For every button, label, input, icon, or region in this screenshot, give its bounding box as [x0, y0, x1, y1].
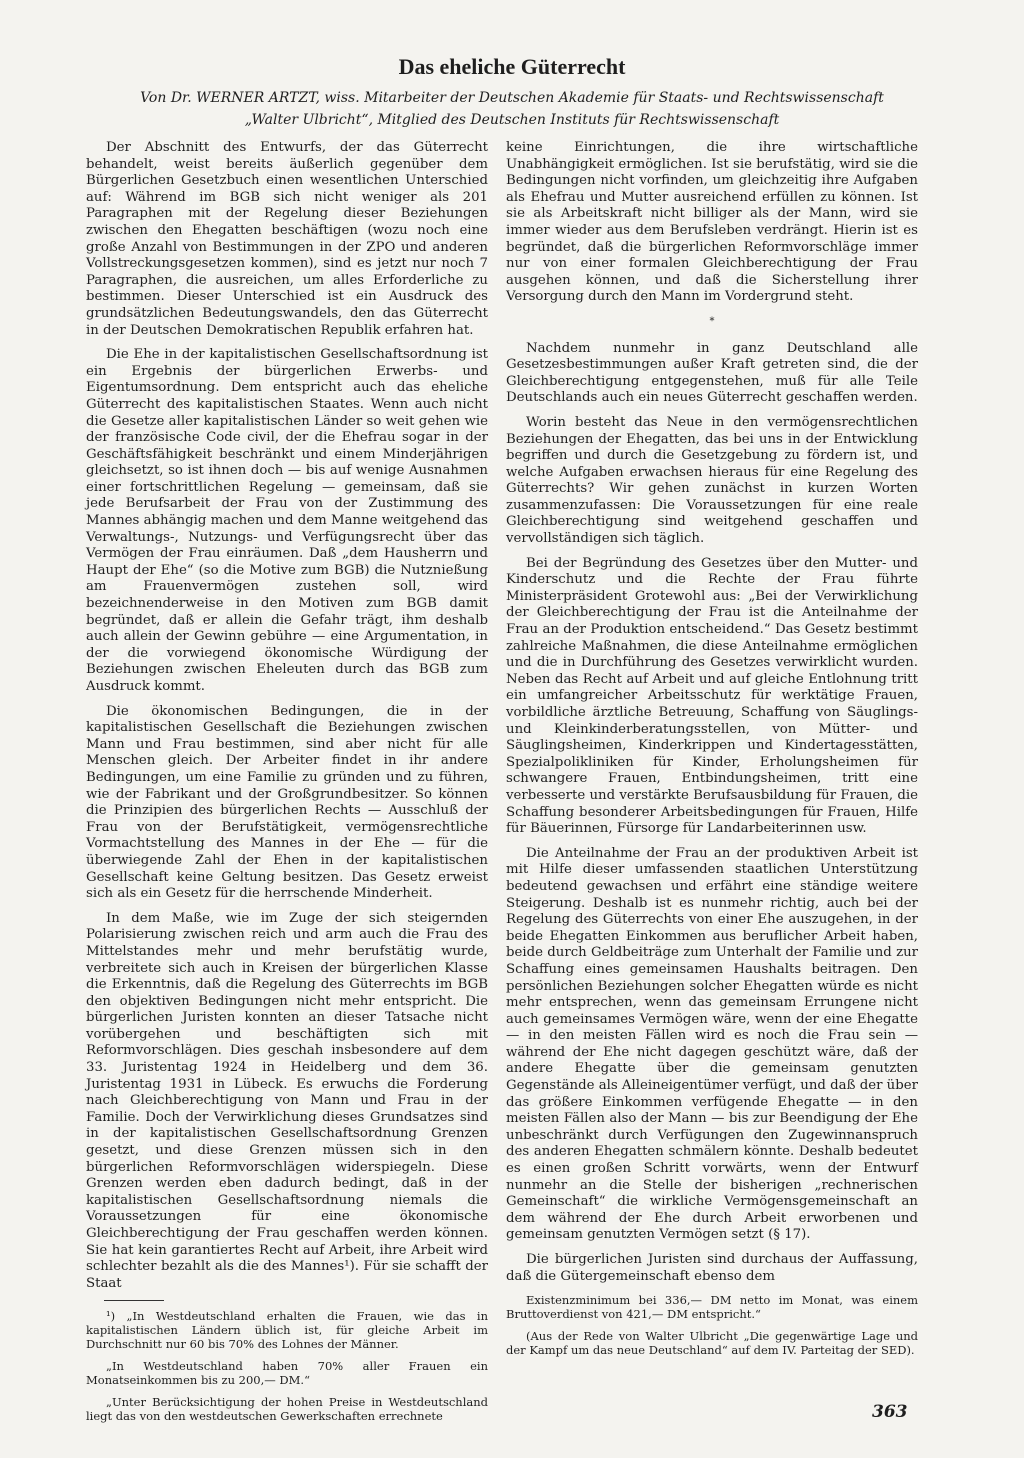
right-column — [506, 140, 918, 1370]
footnote-source: (Aus der Rede von Walter Ulbricht „Die gegenwärtige Lage und der Kampf um das neue Deutschland“ auf dem IV. Parteitag der SED). — [506, 1329, 918, 1358]
body-paragraph: In dem Maße, wie im Zuge der sich steigernden Polarisierung zwischen reich und arm auch die Frau des Mittelstandes mehr und mehr berufstätig wurde, verbreitete sich auch in Kreisen der bürgerlichen Klasse die Erkenntnis, daß die Regelung des Güterrechts im BGB den objektiven Bedingungen nicht mehr entspricht. Die bürgerlichen Juristen konnten an dieser Tatsache nicht vorübergehen und beschäftigten sich mit Reformvorschlägen. Dies geschah insbesondere auf dem 33. Juristentag 1924 in Heidelberg und dem 36. Juristentag 1931 in Lübeck. Es erwuchs die Forderung nach Gleichberechtigung von Mann und Frau in der Familie. Doch der Verwirklichung dieses Grundsatzes sind in der kapitalistischen Gesellschaftsordnung Grenzen gesetzt, und diese Grenzen müssen sich in den bürgerlichen Reformvorschlägen widerspiegeln. Diese Grenzen werden eben dadurch bedingt, daß in der kapitalistischen Gesellschaftsordnung niemals die Voraussetzungen für eine ökonomische Gleichberechtigung der Frau geschaffen werden können. Sie hat kein garantiertes Recht auf Arbeit, ihre Arbeit wird schlechter bezahlt als die des Mannes¹). Für sie schafft der Staat — [86, 910, 488, 1291]
article-title: Das eheliche Güterrecht — [398, 54, 626, 79]
body-paragraph: Die Anteilnahme der Frau an der produktiven Arbeit ist mit Hilfe dieser umfassenden staatlichen Unterstützung bedeutend gewachsen und erfährt eine ständige weitere Steigerung. Deshalb ist es nunmehr richtig, auch bei der Regelung des Güterrechts von einer Ehe auszugehen, in der beide Ehegatten Einkommen aus beruflicher Arbeit haben, beide durch Geldbeiträge zum Unterhalt der Familie und zur Schaffung eines gemeinsamen Haushalts beitragen. Den persönlichen Beziehungen solcher Ehegatten würde es nicht mehr entsprechen, wenn das gemeinsam Errungene nicht auch gemeinsames Vermögen wäre, wenn der eine Ehegatte — in den meisten Fällen wird es noch die Frau sein — während der Ehe nicht dagegen geschützt wäre, daß der andere Ehegatte über die gemeinsam genutzten Gegenstände als Alleineigentümer verfügt, und daß der über das größere Einkommen verfügende Ehegatte — in den meisten Fällen also der Mann — bis zur Beendigung der Ehe unbeschränkt durch Verfügungen den Zugewinnanspruch des anderen Ehegatten schmälern könnte. Deshalb bedeutet es einen großen Schritt vorwärts, wenn der Entwurf nunmehr an die Stelle der bisherigen „rechnerischen Gemeinschaft“ die wirkliche Vermögensgemeinschaft an dem während der Ehe durch Arbeit erworbenen und gemeinsam genutzten Vermögen setzt (§ 17). — [506, 845, 918, 1243]
body-paragraph: Der Abschnitt des Entwurfs, der das Güterrecht behandelt, weist bereits äußerlich gegenüber dem Bürgerlichen Gesetzbuch einen wesentlichen Unterschied auf: Während im BGB sich nicht weniger als 201 Paragraphen mit der Regelung dieser Beziehungen zwischen den Ehegatten beschäftigen (wozu noch eine große Anzahl von Bestimmungen in der ZPO und anderen Vollstreckungsgesetzen kommen), sind es jetzt nur noch 7 Paragraphen, die ausreichen, um alles Erforderliche zu bestimmen. Dieser Unterschied ist ein Ausdruck des grundsätzlichen Bedeutungswandels, den das Güterrecht in der Deutschen Demokratischen Republik erfahren hat. — [86, 140, 488, 338]
left-column — [86, 140, 488, 1424]
page-number: 363 — [872, 1402, 908, 1422]
author-affiliation: „Walter Ulbricht“, Mitglied des Deutschen Instituts für Rechtswissenschaft — [244, 112, 780, 128]
body-paragraph: keine Einrichtungen, die ihre wirtschaftliche Unabhängigkeit ermöglichen. Ist sie berufstätig, wird sie die Bedingungen nicht vorfinden, um gleichzeitig ihre Aufgaben als Ehefrau und Mutter ausreichend erfüllen zu können. Ist sie als Arbeitskraft nicht billiger als der Mann, wird sie immer wieder aus dem Berufsleben verdrängt. Hierin ist es begründet, daß die bürgerlichen Reformvorschläge immer nur von einer formalen Gleichberechtigung der Frau ausgehen können, und daß die Sicherstellung ihrer Versorgung durch den Mann im Vordergrund steht. — [506, 140, 918, 305]
footnote: „In Westdeutschland haben 70% aller Frauen ein Monatseinkommen bis zu 200,— DM.“ — [86, 1359, 488, 1388]
body-paragraph: Die bürgerlichen Juristen sind durchaus der Auffassung, daß die Gütergemeinschaft ebenso dem — [506, 1252, 918, 1284]
footnote-divider — [104, 1300, 164, 1301]
author-byline: Von Dr. WERNER ARTZT, wiss. Mitarbeiter der Deutschen Akademie für Staats- und Rechtswissenschaft — [140, 90, 884, 106]
footnote-continuation: Existenzminimum bei 336,— DM netto im Monat, was einem Bruttoverdienst von 421,— DM entspricht.“ — [506, 1293, 918, 1322]
section-separator: * — [709, 315, 715, 327]
body-paragraph: Worin besteht das Neue in den vermögensrechtlichen Beziehungen der Ehegatten, das bei uns in der Entwicklung begriffen und durch die Gesetzgebung zu fördern ist, und welche Aufgaben erwachsen hieraus für eine Regelung des Güterrechts? Wir gehen zunächst in kurzen Worten zusammenzufassen: Die Voraussetzungen für eine reale Gleichberechtigung sind weitgehend geschaffen und vervollständigen sich täglich. — [506, 414, 918, 547]
footnote: ¹) „In Westdeutschland erhalten die Frauen, wie das in kapitalistischen Ländern üblich ist, für gleiche Arbeit im Durchschnitt nur 60 bis 70% des Lohnes der Männer. — [86, 1309, 488, 1352]
body-paragraph: Bei der Begründung des Gesetzes über den Mutter- und Kinderschutz und die Rechte der Frau führte Ministerpräsident Grotewohl aus: „Bei der Verwirklichung der Gleichberechtigung der Frau ist die Anteilnahme der Frau an der Produktion entscheidend.“ Das Gesetz bestimmt zahlreiche Maßnahmen, die diese Anteilnahme ermöglichen und die in Durchführung des Gesetzes verwirklicht wurden. Neben das Recht auf Arbeit und auf gleiche Entlohnung tritt ein umfangreicher Arbeitsschutz für werktätige Frauen, vorbildliche ärztliche Betreuung, Schaffung von Säuglings- und Kleinkinderberatungsstellen, von Mütter- und Säuglingsheimen, Kinderkrippen und Kindertagesstätten, Spezialpolikliniken für Kinder, Erholungsheimen für schwangere Frauen, Entbindungsheimen, tritt eine verbesserte und verstärkte Berufsausbildung für Frauen, die Schaffung besonderer Arbeitsbedingungen für Frauen, Hilfe für Bäuerinnen, Fürsorge für Landarbeiterinnen usw. — [506, 555, 918, 837]
body-paragraph: Nachdem nunmehr in ganz Deutschland alle Gesetzesbestimmungen außer Kraft getreten sind, die der Gleichberechtigung entgegenstehen, muß für alle Teile Deutschlands auch ein neues Güterrecht geschaffen werden. — [506, 340, 918, 406]
footnote: „Unter Berücksichtigung der hohen Preise in Westdeutschland liegt das von den westdeutschen Gewerkschaften errechnete — [86, 1395, 488, 1424]
body-paragraph: Die Ehe in der kapitalistischen Gesellschaftsordnung ist ein Ergebnis der bürgerlichen Erwerbs- und Eigentumsordnung. Dem entspricht auch das eheliche Güterrecht des kapitalistischen Staates. Wenn auch nicht die Gesetze aller kapitalistischen Länder so weit gehen wie der französische Code civil, der die Ehefrau sogar in der Geschäftsfähigkeit beschränkt und einem Minderjährigen gleichsetzt, so ist ihnen doch — bis auf wenige Ausnahmen einer fortschrittlichen Regelung — gemeinsam, daß sie jede Berufsarbeit der Frau von der Zustimmung des Mannes abhängig machen und dem Manne weitgehend das Verwaltungs-, Nutzungs- und Verfügungsrecht über das Vermögen der Frau einräumen. Daß „dem Hausherrn und Haupt der Ehe“ (so die Motive zum BGB) die Nutznießung am Frauenvermögen zustehen soll, wird bezeichnenderweise in den Motiven zum BGB damit begründet, daß er allein die Gefahr trägt, ihm deshalb auch allein der Gewinn gebühre — eine Argumentation, in der die vorwiegend ökonomische Würdigung der Beziehungen zwischen Eheleuten durch das BGB zum Ausdruck kommt. — [86, 347, 488, 694]
body-paragraph: Die ökonomischen Bedingungen, die in der kapitalistischen Gesellschaft die Beziehungen zwischen Mann und Frau bestimmen, sind aber nicht für alle Menschen gleich. Der Arbeiter findet in ihr andere Bedingungen, um eine Familie zu gründen und zu führen, wie der Fabrikant und der Großgrundbesitzer. So können die Prinzipien des bürgerlichen Rechts — Ausschluß der Frau von der Berufstätigkeit, vermögensrechtliche Vormachtstellung des Mannes in der Ehe — für die überwiegende Zahl der Ehen in der kapitalistischen Gesellschaft keine Geltung besitzen. Das Gesetz erweist sich als ein Gesetz für die herrschende Minderheit. — [86, 703, 488, 902]
